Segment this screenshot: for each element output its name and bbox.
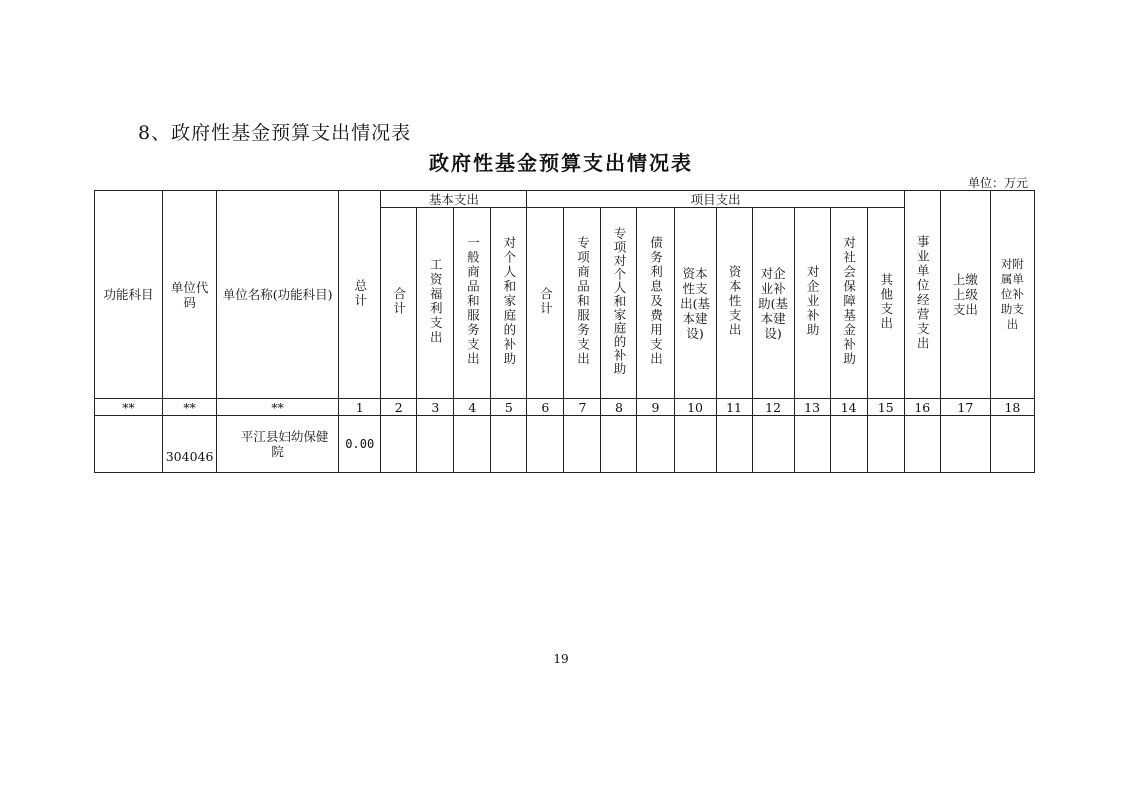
header-capital-text: 资本性支出 [727, 265, 743, 338]
header-goods-services [454, 208, 491, 399]
cell-empty [527, 416, 564, 473]
cell-empty [417, 416, 454, 473]
group-basic-expenditure: 基本支出 [381, 191, 527, 208]
header-personal-family-subsidy [491, 208, 527, 399]
cell-empty [752, 416, 794, 473]
header-basic-total [381, 208, 417, 399]
index-cell: 2 [381, 399, 417, 416]
cell-empty [674, 416, 716, 473]
header-basic-total-text: 合计 [391, 287, 407, 316]
cell-unit-name [217, 416, 339, 473]
header-salary-welfare-text: 工资福利支出 [428, 258, 444, 345]
header-special-goods-services-text: 专项商品和服务支出 [575, 236, 591, 367]
header-special-personal-family-text: 专项对个人和家庭的补助 [611, 227, 627, 376]
index-cell: 10 [674, 399, 716, 416]
cell-empty [716, 416, 752, 473]
cell-unit-code: 304046 [163, 416, 217, 473]
index-cell: 7 [564, 399, 601, 416]
group-project-expenditure: 项目支出 [527, 191, 904, 208]
index-cell: 14 [830, 399, 867, 416]
cell-empty [381, 416, 417, 473]
header-operating [904, 191, 940, 399]
index-cell: 16 [904, 399, 940, 416]
header-debt-interest [637, 208, 674, 399]
header-salary-welfare [417, 208, 454, 399]
header-enterprise-subsidy-text: 对企业补助 [805, 265, 821, 338]
header-enterprise-subsidy [794, 208, 830, 399]
header-project-total-text: 合计 [538, 287, 554, 316]
header-enterprise-subsidy-infra [752, 208, 794, 399]
header-goods-services-text: 一般商品和服务支出 [465, 236, 481, 367]
table-row [95, 416, 1035, 473]
page-number: 19 [553, 652, 569, 666]
header-total [339, 191, 381, 399]
header-affiliated-subsidy-text: 对附属单位补助支出 [1000, 257, 1024, 331]
header-project-total [527, 208, 564, 399]
header-func-subject: 功能科目 [95, 191, 163, 399]
header-other-text: 其他支出 [878, 272, 894, 331]
column-index-row [95, 399, 1035, 416]
header-operating-text: 事业单位经营支出 [915, 235, 931, 351]
header-capital [716, 208, 752, 399]
cell-empty [990, 416, 1034, 473]
index-cell: 18 [990, 399, 1034, 416]
header-special-personal-family [601, 208, 637, 399]
cell-empty [904, 416, 940, 473]
index-cell: 8 [601, 399, 637, 416]
cell-total: 0.00 [339, 416, 381, 473]
index-cell: ** [163, 399, 217, 416]
header-total-text: 总计 [352, 278, 368, 308]
index-cell: ** [217, 399, 339, 416]
index-cell: 1 [339, 399, 381, 416]
index-cell: 4 [454, 399, 491, 416]
cell-func-subject [95, 416, 163, 473]
index-cell: 15 [867, 399, 904, 416]
header-other [867, 208, 904, 399]
index-cell: 6 [527, 399, 564, 416]
header-social-security-fund [830, 208, 867, 399]
cell-empty [794, 416, 830, 473]
header-social-security-fund-text: 对社会保障基金补助 [841, 236, 857, 367]
header-capital-infra [674, 208, 716, 399]
index-cell: 11 [716, 399, 752, 416]
cell-empty [564, 416, 601, 473]
index-cell: 5 [491, 399, 527, 416]
unit-label: 单位：万元 [967, 176, 1028, 190]
index-cell: 3 [417, 399, 454, 416]
header-capital-infra-text: 资本性支出(基本建设) [680, 265, 710, 341]
header-special-goods-services [564, 208, 601, 399]
index-cell: 12 [752, 399, 794, 416]
header-unit-code-text: 单位代码 [170, 279, 209, 310]
cell-empty [454, 416, 491, 473]
budget-table [94, 190, 1035, 473]
index-cell: 9 [637, 399, 674, 416]
index-cell: 13 [794, 399, 830, 416]
index-cell: ** [95, 399, 163, 416]
cell-empty [830, 416, 867, 473]
header-remit-upper-text: 上缴上级支出 [952, 272, 978, 317]
cell-unit-name-text: 平江县妇幼保健院 [240, 429, 329, 459]
section-heading: 8、政府性基金预算支出情况表 [138, 122, 412, 144]
header-remit-upper [940, 191, 990, 399]
header-unit-name: 单位名称(功能科目) [217, 191, 339, 399]
header-personal-family-subsidy-text: 对个人和家庭的补助 [501, 236, 517, 367]
header-enterprise-subsidy-infra-text: 对企业补助(基本建设) [758, 265, 789, 341]
header-unit-code [163, 191, 217, 399]
table-title: 政府性基金预算支出情况表 [429, 151, 693, 175]
header-debt-interest-text: 债务利息及费用支出 [648, 236, 664, 367]
index-cell: 17 [940, 399, 990, 416]
cell-empty [637, 416, 674, 473]
cell-empty [601, 416, 637, 473]
cell-empty [940, 416, 990, 473]
cell-empty [867, 416, 904, 473]
header-affiliated-subsidy [990, 191, 1034, 399]
cell-empty [491, 416, 527, 473]
